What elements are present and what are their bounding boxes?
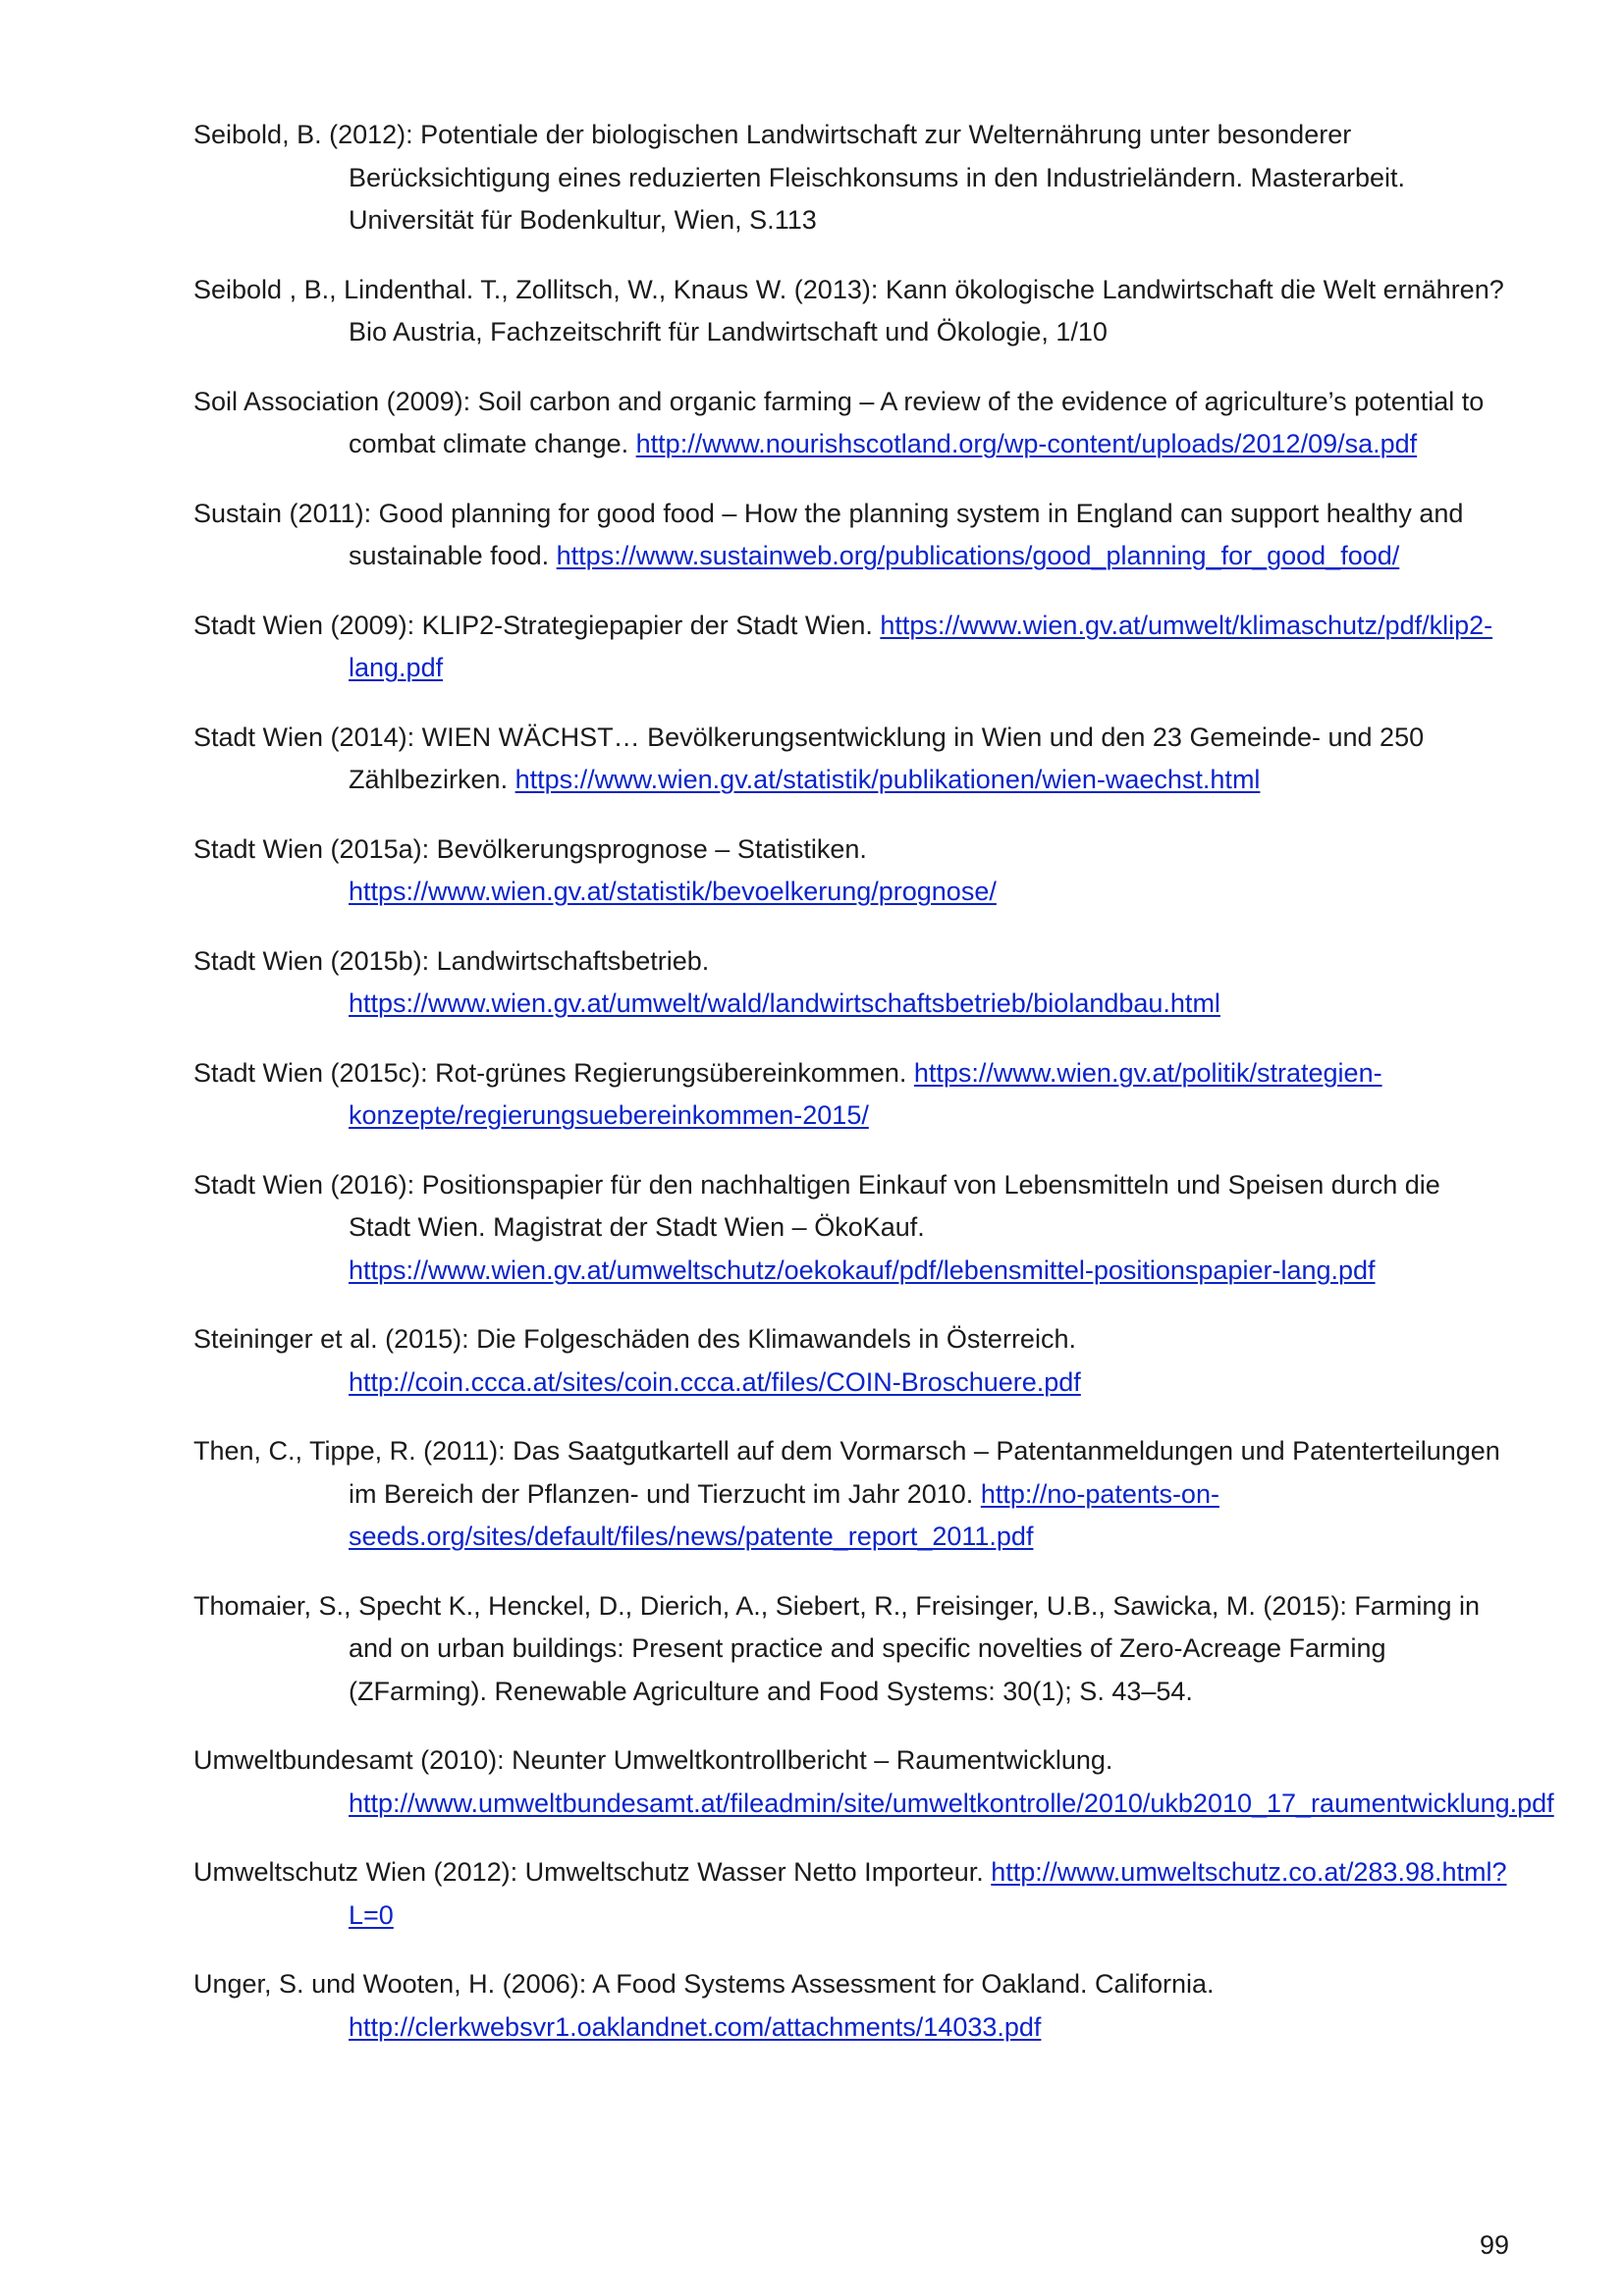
reference-text: Steininger et al. (2015): Die Folgeschäden des Klimawandels in Österreich. xyxy=(193,1324,1076,1354)
reference-text: Stadt Wien (2009): KLIP2-Strategiepapier der Stadt Wien. xyxy=(193,610,881,640)
reference-link[interactable]: http://clerkwebsvr1.oaklandnet.com/attachments/14033.pdf xyxy=(349,2011,1042,2042)
reference-text: Seibold, B. (2012): Potentiale der biologischen Landwirtschaft zur Welternährung unter besonderer Berücksichtigung eines reduzierten Fleischkonsums in den Industrieländern. Masterarbeit. Universität für Bodenkultur, Wien, S.113 xyxy=(193,120,1406,235)
reference-entry xyxy=(193,1963,1509,2049)
reference-entry xyxy=(193,269,1509,354)
reference-entry xyxy=(193,493,1509,578)
reference-text: Unger, S. und Wooten, H. (2006): A Food Systems Assessment for Oakland. California. xyxy=(193,1969,1215,1999)
reference-text: Stadt Wien (2015a): Bevölkerungsprognose – Statistiken. xyxy=(193,833,867,864)
reference-text: Stadt Wien (2014): WIEN WÄCHST… Bevölkerungsentwicklung in Wien und den 23 Gemeinde- und 250 Zählbezirken. xyxy=(193,721,1425,794)
reference-link[interactable]: http://www.umweltbundesamt.at/fileadmin/site/umweltkontrolle/2010/ukb2010_17_raumentwicklung.pdf xyxy=(349,1788,1554,1818)
reference-link[interactable]: https://www.wien.gv.at/umwelt/klimaschutz/pdf/klip2-lang.pdf xyxy=(349,610,1493,682)
reference-link[interactable]: https://www.wien.gv.at/politik/strategien-konzepte/regierungsuebereinkommen-2015/ xyxy=(349,1057,1382,1130)
reference-entry xyxy=(193,1430,1509,1559)
reference-entry xyxy=(193,1052,1509,1138)
reference-text: Thomaier, S., Specht K., Henckel, D., Dierich, A., Siebert, R., Freisinger, U.B., Sawicka, M. (2015): Farming in and on urban buildings: Present practice and specific novelties of Zero-Acreage Farming (ZFarming). Renewable Agriculture and Food Systems: 30(1); S. 43–54. xyxy=(193,1590,1480,1706)
reference-entry xyxy=(193,605,1509,690)
reference-link[interactable]: http://www.umweltschutz.co.at/283.98.html?L=0 xyxy=(349,1857,1507,1930)
reference-entry xyxy=(193,1851,1509,1937)
reference-text: Sustain (2011): Good planning for good food – How the planning system in England can support healthy and sustainable food. xyxy=(193,498,1464,570)
reference-entry xyxy=(193,717,1509,802)
reference-link[interactable]: http://coin.ccca.at/sites/coin.ccca.at/files/COIN-Broschuere.pdf xyxy=(349,1366,1081,1397)
reference-text: Seibold , B., Lindenthal. T., Zollitsch, W., Knaus W. (2013): Kann ökologische Landwirtschaft die Welt ernähren? Bio Austria, Fachzeitschrift für Landwirtschaft und Ökologie, 1/10 xyxy=(193,274,1504,347)
page-number: 99 xyxy=(1479,2230,1509,2260)
reference-entry xyxy=(193,828,1509,914)
reference-list xyxy=(193,114,1554,2075)
reference-link[interactable]: http://www.nourishscotland.org/wp-content/uploads/2012/09/sa.pdf xyxy=(635,429,1418,458)
reference-text: Then, C., Tippe, R. (2011): Das Saatgutkartell auf dem Vormarsch – Patentanmeldungen und Patenterteilungen im Bereich der Pflanzen- und Tierzucht im Jahr 2010. xyxy=(193,1436,1500,1509)
reference-text: Umweltbundesamt (2010): Neunter Umweltkontrollbericht – Raumentwicklung. xyxy=(193,1745,1113,1775)
reference-entry xyxy=(193,940,1509,1026)
reference-link[interactable]: http://no-patents-on-seeds.org/sites/default/files/news/patente_report_2011.pdf xyxy=(349,1478,1219,1551)
reference-text: Umweltschutz Wien (2012): Umweltschutz Wasser Netto Importeur. xyxy=(193,1857,992,1887)
reference-entry xyxy=(193,1739,1554,1825)
reference-link[interactable]: https://www.wien.gv.at/statistik/bevoelkerung/prognose/ xyxy=(349,877,997,906)
reference-text: Stadt Wien (2015b): Landwirtschaftsbetrieb. xyxy=(193,945,710,976)
reference-entry xyxy=(193,1164,1509,1293)
reference-link[interactable]: https://www.wien.gv.at/umweltschutz/oekokauf/pdf/lebensmittel-positionspapier-lang.pdf xyxy=(349,1255,1376,1285)
reference-entry xyxy=(193,1318,1509,1404)
reference-entry xyxy=(193,114,1509,242)
reference-link[interactable]: https://www.sustainweb.org/publications/good_planning_for_good_food/ xyxy=(556,541,1400,570)
reference-text: Stadt Wien (2016): Positionspapier für den nachhaltigen Einkauf von Lebensmitteln und Speisen durch die Stadt Wien. Magistrat der Stadt Wien – ÖkoKauf. xyxy=(193,1169,1440,1242)
reference-text: Soil Association (2009): Soil carbon and organic farming – A review of the evidence of agriculture’s potential to combat climate change. xyxy=(193,386,1485,458)
reference-text: Stadt Wien (2015c): Rot-grünes Regierungsübereinkommen. xyxy=(193,1057,914,1088)
reference-link[interactable]: https://www.wien.gv.at/statistik/publikationen/wien-waechst.html xyxy=(514,765,1261,794)
reference-entry xyxy=(193,381,1509,466)
reference-link[interactable]: https://www.wien.gv.at/umwelt/wald/landwirtschaftsbetrieb/biolandbau.html xyxy=(349,988,1220,1018)
reference-entry xyxy=(193,1585,1509,1714)
